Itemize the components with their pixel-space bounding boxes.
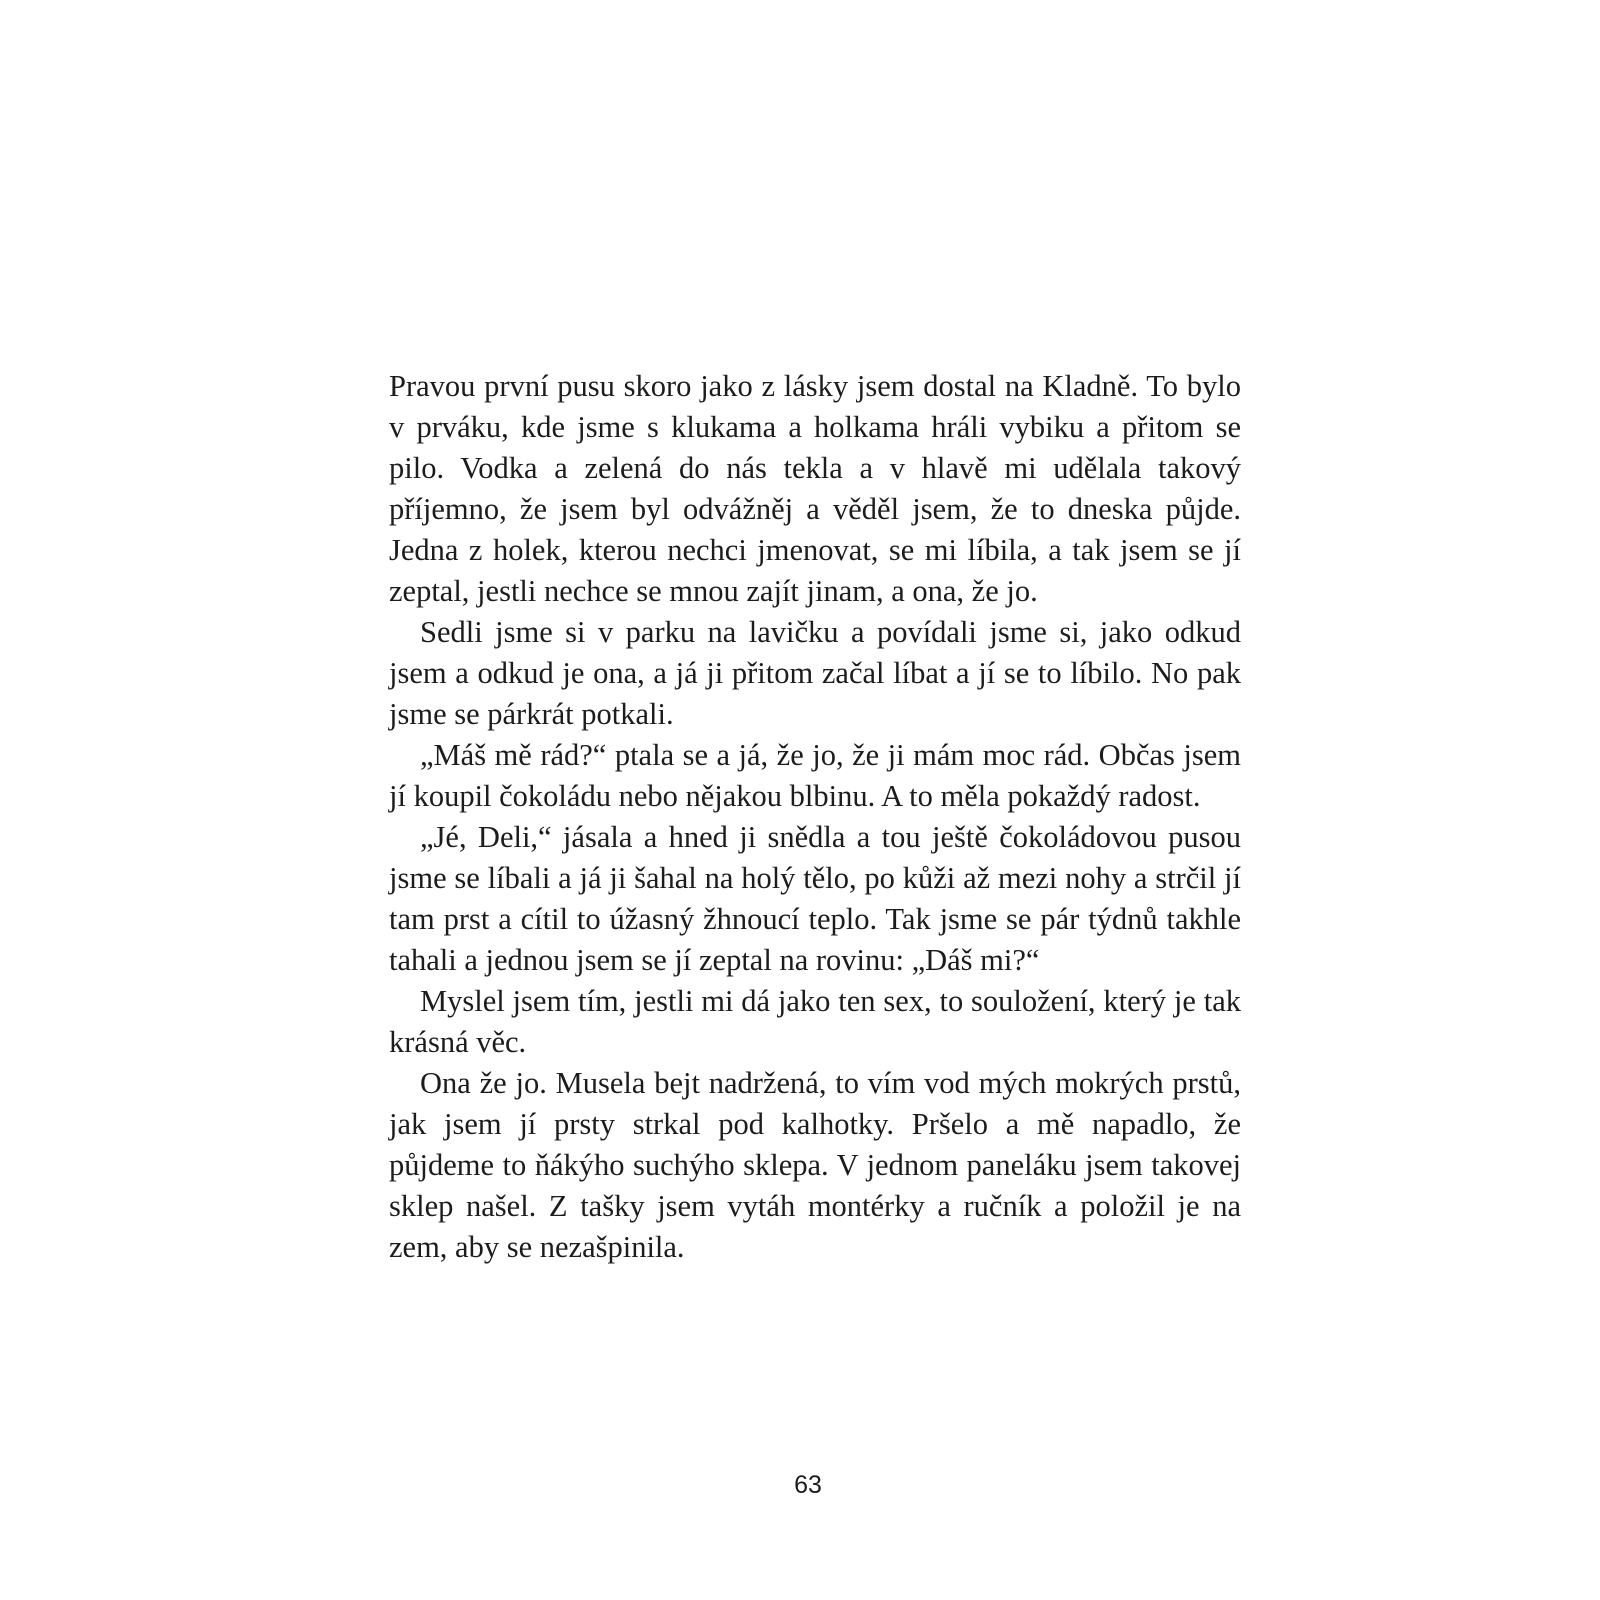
paragraph: Sedli jsme si v parku na lavičku a povídali jsme si, jako odkud jsem a odkud je ona, a já ji přitom začal líbat a jí se to líbilo. No pak jsme se párkrát potkali.	[389, 615, 1241, 731]
body-text	[389, 366, 1241, 1268]
paragraph: „Máš mě rád?“ ptala se a já, že jo, že ji mám moc rád. Občas jsem jí koupil čokoládu nebo nějakou blbinu. A to měla pokaždý radost.	[389, 738, 1241, 813]
paragraph: „Jé, Deli,“ jásala a hned ji snědla a tou ještě čokoládovou pusou jsme se líbali a já ji šahal na holý tělo, po kůži až mezi nohy a strčil jí tam prst a cítil to úžasný žhnoucí teplo. Tak jsme se pár týdnů takhle tahali a jednou jsem se jí zeptal na rovinu: „Dáš mi?“	[389, 820, 1241, 977]
paragraph: Pravou první pusu skoro jako z lásky jsem dostal na Kladně. To bylo v prváku, kde jsme s klukama a holkama hráli vybiku a přitom se pilo. Vodka a zelená do nás tekla a v hlavě mi udělala takový příjemno, že jsem byl odvážněj a věděl jsem, že to dneska půjde. Jedna z holek, kterou nechci jmenovat, se mi líbila, a tak jsem se jí zeptal, jestli nechce se mnou zajít jinam, a ona, že jo.	[389, 369, 1241, 608]
paragraph: Ona že jo. Musela bejt nadržená, to vím vod mých mokrých prstů, jak jsem jí prsty strkal pod kalhotky. Pršelo a mě napadlo, že půjdeme to ňákýho suchýho sklepa. V jednom paneláku jsem takovej sklep našel. Z tašky jsem vytáh montérky a ručník a položil je na zem, aby se nezašpinila.	[389, 1066, 1241, 1264]
page-number: 63	[794, 1471, 822, 1499]
paragraph: Myslel jsem tím, jestli mi dá jako ten sex, to souložení, který je tak krásná věc.	[389, 984, 1241, 1059]
